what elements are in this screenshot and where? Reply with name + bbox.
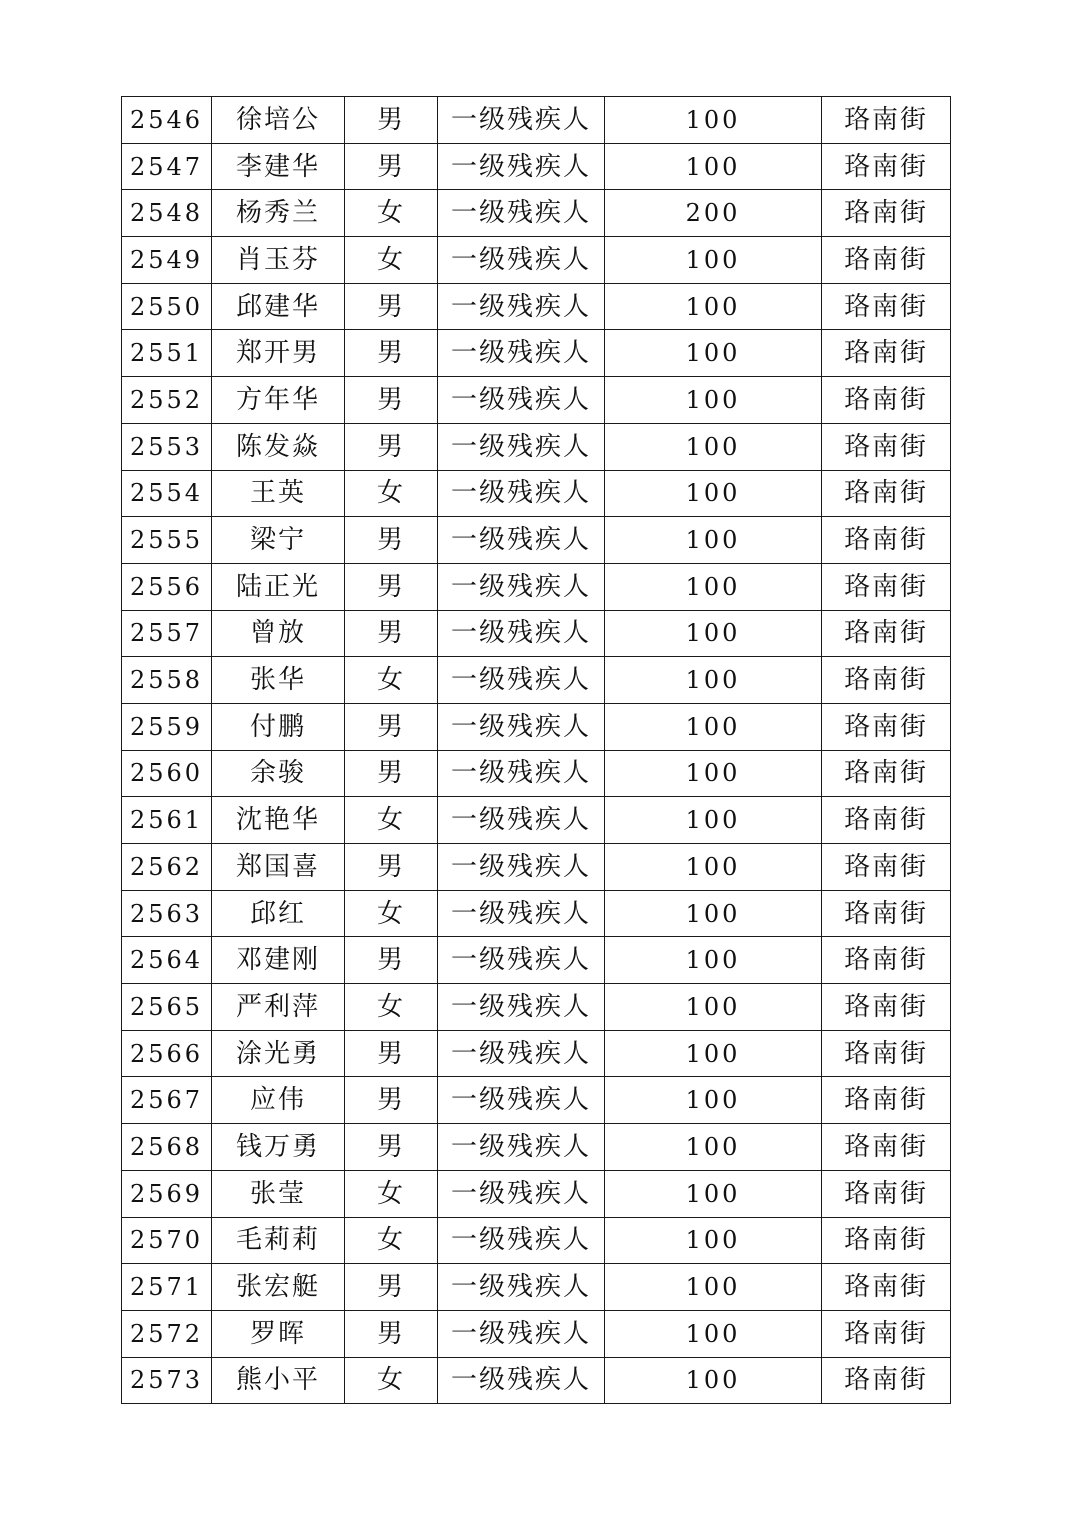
cell-amount: 100 (605, 1310, 822, 1357)
cell-number: 2556 (122, 563, 212, 610)
cell-street: 珞南街 (822, 1077, 951, 1124)
cell-amount: 100 (605, 377, 822, 424)
cell-disability-level: 一级残疾人 (438, 237, 605, 284)
cell-name: 涂光勇 (212, 1030, 345, 1077)
cell-number: 2565 (122, 984, 212, 1031)
cell-name: 陈发焱 (212, 423, 345, 470)
table-row (122, 703, 951, 750)
table-row (122, 563, 951, 610)
cell-gender: 女 (345, 797, 438, 844)
cell-street: 珞南街 (822, 563, 951, 610)
cell-disability-level: 一级残疾人 (438, 1217, 605, 1264)
cell-street: 珞南街 (822, 377, 951, 424)
cell-number: 2568 (122, 1124, 212, 1171)
cell-street: 珞南街 (822, 703, 951, 750)
cell-disability-level: 一级残疾人 (438, 1310, 605, 1357)
cell-street: 珞南街 (822, 750, 951, 797)
cell-gender: 男 (345, 610, 438, 657)
table-body (122, 97, 951, 1404)
cell-name: 邱建华 (212, 283, 345, 330)
cell-street: 珞南街 (822, 97, 951, 144)
cell-amount: 100 (605, 1077, 822, 1124)
cell-gender: 男 (345, 143, 438, 190)
cell-number: 2570 (122, 1217, 212, 1264)
cell-number: 2555 (122, 517, 212, 564)
cell-number: 2558 (122, 657, 212, 704)
cell-disability-level: 一级残疾人 (438, 190, 605, 237)
cell-gender: 男 (345, 517, 438, 564)
cell-disability-level: 一级残疾人 (438, 1264, 605, 1311)
cell-name: 邓建刚 (212, 937, 345, 984)
cell-name: 郑国喜 (212, 844, 345, 891)
cell-disability-level: 一级残疾人 (438, 283, 605, 330)
cell-name: 付鹏 (212, 703, 345, 750)
table-row (122, 1030, 951, 1077)
table-row (122, 1357, 951, 1404)
cell-name: 陆正光 (212, 563, 345, 610)
cell-number: 2550 (122, 283, 212, 330)
cell-street: 珞南街 (822, 890, 951, 937)
cell-gender: 男 (345, 1264, 438, 1311)
table-row (122, 1217, 951, 1264)
table-row (122, 844, 951, 891)
cell-street: 珞南街 (822, 984, 951, 1031)
cell-disability-level: 一级残疾人 (438, 470, 605, 517)
cell-disability-level: 一级残疾人 (438, 377, 605, 424)
table-row (122, 984, 951, 1031)
cell-amount: 100 (605, 657, 822, 704)
cell-name: 王英 (212, 470, 345, 517)
cell-name: 余骏 (212, 750, 345, 797)
table-row (122, 517, 951, 564)
cell-gender: 男 (345, 1077, 438, 1124)
table-row (122, 1077, 951, 1124)
cell-number: 2554 (122, 470, 212, 517)
cell-number: 2560 (122, 750, 212, 797)
cell-name: 曾放 (212, 610, 345, 657)
cell-number: 2547 (122, 143, 212, 190)
cell-amount: 100 (605, 890, 822, 937)
cell-number: 2569 (122, 1170, 212, 1217)
cell-disability-level: 一级残疾人 (438, 657, 605, 704)
cell-amount: 100 (605, 1030, 822, 1077)
cell-gender: 男 (345, 423, 438, 470)
cell-name: 肖玉芬 (212, 237, 345, 284)
cell-amount: 100 (605, 610, 822, 657)
cell-amount: 100 (605, 937, 822, 984)
cell-amount: 100 (605, 237, 822, 284)
cell-number: 2573 (122, 1357, 212, 1404)
cell-name: 钱万勇 (212, 1124, 345, 1171)
cell-name: 张莹 (212, 1170, 345, 1217)
table-row (122, 377, 951, 424)
cell-name: 杨秀兰 (212, 190, 345, 237)
cell-gender: 女 (345, 1170, 438, 1217)
cell-amount: 100 (605, 984, 822, 1031)
table-row (122, 143, 951, 190)
cell-amount: 100 (605, 97, 822, 144)
cell-street: 珞南街 (822, 470, 951, 517)
cell-amount: 100 (605, 470, 822, 517)
cell-number: 2571 (122, 1264, 212, 1311)
subsidy-table (121, 96, 951, 1404)
cell-amount: 100 (605, 844, 822, 891)
cell-disability-level: 一级残疾人 (438, 1124, 605, 1171)
cell-amount: 100 (605, 563, 822, 610)
cell-gender: 男 (345, 1030, 438, 1077)
cell-gender: 男 (345, 937, 438, 984)
cell-disability-level: 一级残疾人 (438, 97, 605, 144)
cell-gender: 女 (345, 984, 438, 1031)
table-row (122, 797, 951, 844)
cell-street: 珞南街 (822, 610, 951, 657)
table-row (122, 190, 951, 237)
cell-gender: 男 (345, 330, 438, 377)
cell-amount: 100 (605, 703, 822, 750)
cell-gender: 男 (345, 283, 438, 330)
cell-gender: 女 (345, 890, 438, 937)
cell-street: 珞南街 (822, 423, 951, 470)
table-row (122, 97, 951, 144)
cell-street: 珞南街 (822, 657, 951, 704)
cell-number: 2567 (122, 1077, 212, 1124)
cell-number: 2563 (122, 890, 212, 937)
cell-name: 罗晖 (212, 1310, 345, 1357)
cell-number: 2564 (122, 937, 212, 984)
cell-street: 珞南街 (822, 1217, 951, 1264)
cell-number: 2552 (122, 377, 212, 424)
cell-gender: 男 (345, 1124, 438, 1171)
cell-name: 方年华 (212, 377, 345, 424)
cell-street: 珞南街 (822, 1030, 951, 1077)
cell-amount: 100 (605, 1357, 822, 1404)
cell-name: 徐培公 (212, 97, 345, 144)
cell-street: 珞南街 (822, 1124, 951, 1171)
table-row (122, 470, 951, 517)
cell-disability-level: 一级残疾人 (438, 610, 605, 657)
cell-amount: 100 (605, 797, 822, 844)
cell-amount: 100 (605, 283, 822, 330)
table-row (122, 283, 951, 330)
cell-disability-level: 一级残疾人 (438, 143, 605, 190)
cell-name: 沈艳华 (212, 797, 345, 844)
cell-disability-level: 一级残疾人 (438, 984, 605, 1031)
cell-number: 2551 (122, 330, 212, 377)
cell-number: 2562 (122, 844, 212, 891)
table-row (122, 890, 951, 937)
cell-street: 珞南街 (822, 517, 951, 564)
cell-name: 毛莉莉 (212, 1217, 345, 1264)
cell-gender: 女 (345, 1217, 438, 1264)
cell-number: 2549 (122, 237, 212, 284)
cell-disability-level: 一级残疾人 (438, 750, 605, 797)
cell-number: 2572 (122, 1310, 212, 1357)
cell-name: 李建华 (212, 143, 345, 190)
cell-number: 2566 (122, 1030, 212, 1077)
cell-number: 2546 (122, 97, 212, 144)
table-row (122, 423, 951, 470)
cell-number: 2559 (122, 703, 212, 750)
cell-disability-level: 一级残疾人 (438, 330, 605, 377)
cell-street: 珞南街 (822, 143, 951, 190)
table-row (122, 610, 951, 657)
cell-gender: 男 (345, 563, 438, 610)
cell-disability-level: 一级残疾人 (438, 1030, 605, 1077)
cell-street: 珞南街 (822, 190, 951, 237)
cell-disability-level: 一级残疾人 (438, 703, 605, 750)
cell-name: 张华 (212, 657, 345, 704)
cell-disability-level: 一级残疾人 (438, 844, 605, 891)
cell-disability-level: 一级残疾人 (438, 1170, 605, 1217)
cell-number: 2548 (122, 190, 212, 237)
cell-number: 2557 (122, 610, 212, 657)
cell-amount: 100 (605, 517, 822, 564)
cell-disability-level: 一级残疾人 (438, 1357, 605, 1404)
table-row (122, 1264, 951, 1311)
cell-street: 珞南街 (822, 1264, 951, 1311)
table-row (122, 330, 951, 377)
cell-amount: 100 (605, 330, 822, 377)
cell-name: 严利萍 (212, 984, 345, 1031)
cell-street: 珞南街 (822, 330, 951, 377)
cell-gender: 女 (345, 657, 438, 704)
cell-street: 珞南街 (822, 1357, 951, 1404)
cell-street: 珞南街 (822, 237, 951, 284)
cell-name: 梁宁 (212, 517, 345, 564)
cell-disability-level: 一级残疾人 (438, 517, 605, 564)
cell-disability-level: 一级残疾人 (438, 890, 605, 937)
table-row (122, 937, 951, 984)
table-row (122, 1124, 951, 1171)
cell-number: 2553 (122, 423, 212, 470)
cell-amount: 100 (605, 1170, 822, 1217)
cell-disability-level: 一级残疾人 (438, 937, 605, 984)
cell-gender: 女 (345, 470, 438, 517)
cell-name: 邱红 (212, 890, 345, 937)
cell-amount: 200 (605, 190, 822, 237)
cell-disability-level: 一级残疾人 (438, 797, 605, 844)
cell-gender: 男 (345, 1310, 438, 1357)
cell-gender: 女 (345, 1357, 438, 1404)
table-row (122, 1170, 951, 1217)
cell-amount: 100 (605, 1264, 822, 1311)
cell-gender: 男 (345, 97, 438, 144)
cell-name: 郑开男 (212, 330, 345, 377)
cell-name: 张宏艇 (212, 1264, 345, 1311)
cell-gender: 男 (345, 703, 438, 750)
cell-street: 珞南街 (822, 797, 951, 844)
cell-amount: 100 (605, 1124, 822, 1171)
table-row (122, 657, 951, 704)
cell-street: 珞南街 (822, 283, 951, 330)
cell-street: 珞南街 (822, 937, 951, 984)
cell-gender: 男 (345, 844, 438, 891)
cell-gender: 男 (345, 750, 438, 797)
cell-disability-level: 一级残疾人 (438, 563, 605, 610)
cell-amount: 100 (605, 1217, 822, 1264)
cell-street: 珞南街 (822, 844, 951, 891)
cell-gender: 女 (345, 190, 438, 237)
table-row (122, 750, 951, 797)
cell-street: 珞南街 (822, 1310, 951, 1357)
cell-number: 2561 (122, 797, 212, 844)
cell-disability-level: 一级残疾人 (438, 1077, 605, 1124)
cell-amount: 100 (605, 423, 822, 470)
cell-name: 应伟 (212, 1077, 345, 1124)
cell-street: 珞南街 (822, 1170, 951, 1217)
table-row (122, 1310, 951, 1357)
cell-gender: 男 (345, 377, 438, 424)
cell-name: 熊小平 (212, 1357, 345, 1404)
cell-gender: 女 (345, 237, 438, 284)
cell-amount: 100 (605, 750, 822, 797)
cell-disability-level: 一级残疾人 (438, 423, 605, 470)
table-row (122, 237, 951, 284)
cell-amount: 100 (605, 143, 822, 190)
